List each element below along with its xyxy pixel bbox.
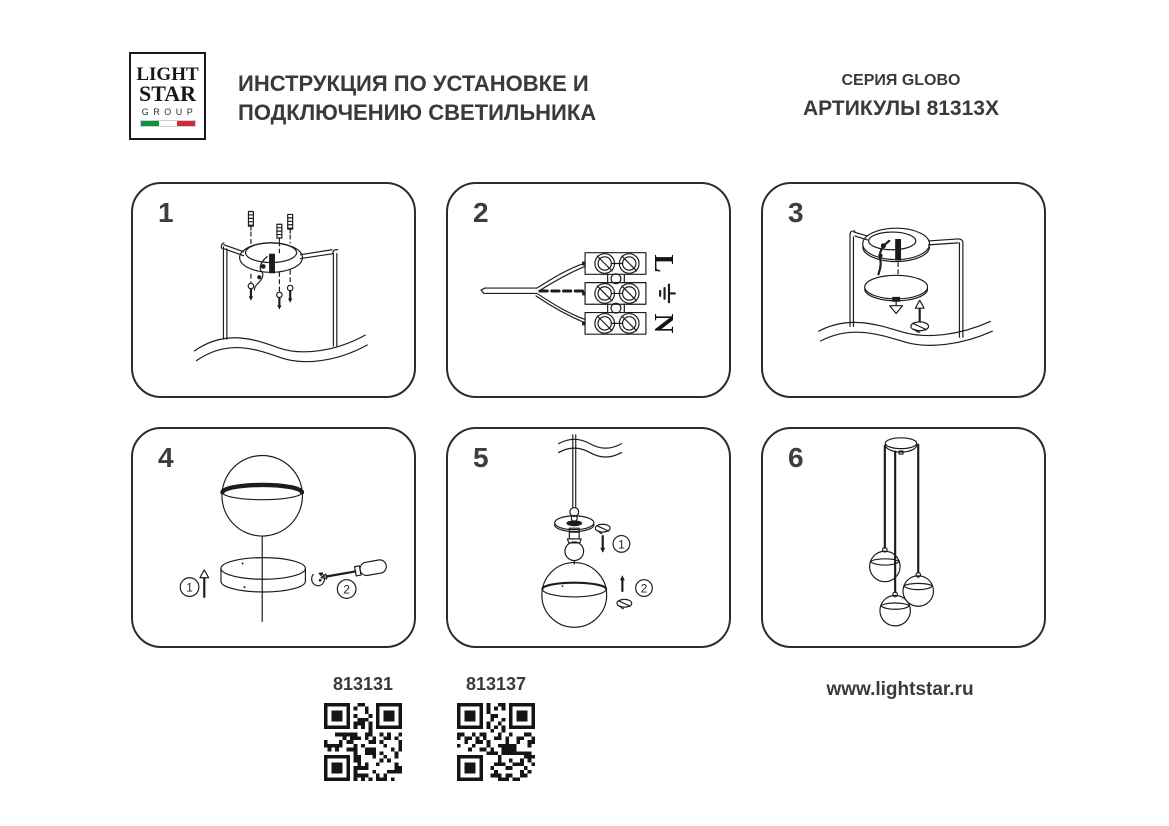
step-2-drawing [448,184,729,396]
article-block-right [457,674,535,781]
svg-text:2: 2 [343,583,350,597]
panel-step-2 [446,182,731,398]
neutral-label: N [648,313,679,334]
panel-step-6 [761,427,1046,648]
bulb-icon [565,542,584,561]
article-number: 813131 [332,674,394,694]
terminal-screw-icon [595,254,639,274]
series-header [765,72,1037,121]
terminal-screw-icon [595,314,639,334]
lightstar-logo [129,52,206,140]
panel-number: 2 [473,197,489,228]
arrow-down-icon [890,306,903,314]
step-1-drawing [133,184,414,396]
wall-plug-icon [288,214,293,233]
wall-plug-icon [277,224,282,241]
panel-number: 4 [158,442,174,473]
italian-flag-stripe [141,121,195,126]
step-1-marker [180,578,199,597]
qr-code-left [324,703,402,781]
screw-icon [287,270,292,302]
logo-word-light: LIGHT [136,64,199,85]
title-line-2: ПОДКЛЮЧЕНИЮ СВЕТИЛЬНИКА [238,100,597,125]
line-label: L [648,254,679,273]
logo-word-star: STAR [138,81,197,106]
screwdriver-icon [320,559,388,584]
title-line-1: ИНСТРУКЦИЯ ПО УСТАНОВКЕ И [238,71,589,96]
decorative-nut-icon [911,322,929,332]
flag-red [177,121,195,126]
qr-code-right [457,703,535,781]
series-label: СЕРИЯ GLOBO [841,72,961,89]
flag-white [159,121,177,126]
arrow-up-icon [200,570,209,578]
svg-text:2: 2 [640,582,648,596]
panel-number: 3 [788,197,804,228]
panel-step-3 [761,182,1046,398]
panel-step-5 [446,427,731,648]
step-4-drawing [133,429,414,646]
svg-text:1: 1 [186,581,193,595]
svg-text:1: 1 [618,538,625,552]
website-url: www.lightstar.ru [826,679,974,700]
logo-word-group: GROUP [141,107,198,117]
panel-number: 6 [788,442,804,473]
step-5-drawing [448,429,729,646]
screw-icon [248,274,253,301]
article-number: 813137 [465,674,527,694]
panel-step-1 [131,182,416,398]
panel-number: 5 [473,442,489,473]
arrow-up-icon [915,300,924,308]
ground-icon [660,285,675,303]
arrow-down-icon [600,548,605,553]
page-title [238,69,596,127]
panel-number: 1 [158,197,174,228]
step-2-marker [636,580,653,597]
panel-step-4 [131,427,416,648]
screw-icon [277,272,282,309]
rotate-arrow-icon [312,573,325,586]
decorative-nut-icon [595,524,610,533]
step-2-marker [337,580,356,599]
decorative-nut-icon [617,599,632,608]
terminal-screw-icon [595,284,639,304]
arrow-up-icon [620,575,625,580]
articles-label: АРТИКУЛЫ 81313X [803,97,999,120]
wall-plug-icon [248,211,253,230]
article-block-left [324,674,402,781]
step-3-drawing [763,184,1044,396]
step-1-marker [613,536,630,553]
step-6-drawing [763,429,1044,646]
flag-green [141,121,159,126]
